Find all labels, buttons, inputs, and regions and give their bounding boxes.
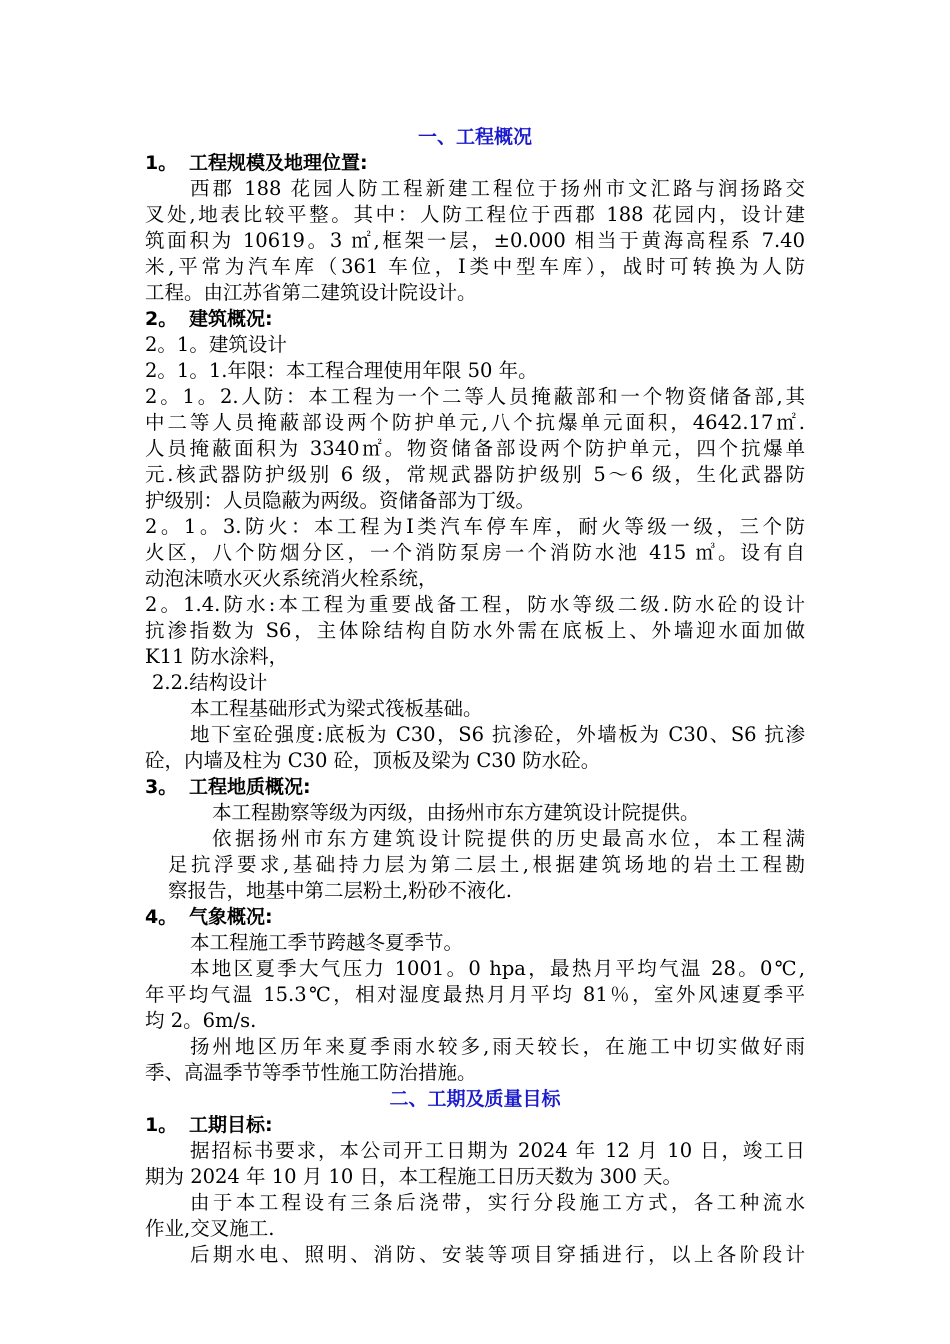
paragraph-line: 2.2.结构设计 xyxy=(152,671,268,694)
paragraph-line: 2。1。2.人防：本工程为一个二等人员掩蔽部和一个物资储备部,其 xyxy=(145,385,805,408)
paragraph-line: 本地区夏季大气压力 1001。0 hpa，最热月平均气温 28。0℃, xyxy=(190,957,805,980)
paragraph-line: 地下室砼强度:底板为 C30，S6 抗渗砼，外墙板为 C30、S6 抗渗 xyxy=(190,723,805,746)
heading-number: 1。 xyxy=(145,152,178,174)
heading-building-overview xyxy=(145,306,805,332)
paragraph-line: 依据扬州市东方建筑设计院提供的历史最高水位，本工程满 xyxy=(212,827,805,850)
paragraph-line: 2。1。建筑设计 xyxy=(145,333,287,356)
paragraph-line: 年平均气温 15.3℃，相对湿度最热月月平均 81％，室外风速夏季平 xyxy=(145,983,805,1006)
paragraph-line: 米,平常为汽车库（361 车位，Ⅰ类中型车库），战时可转换为人防 xyxy=(145,255,805,278)
paragraph-line: 本工程勘察等级为丙级，由扬州市东方建筑设计院提供。 xyxy=(212,801,700,824)
heading-number: 4。 xyxy=(145,906,178,928)
heading-number: 3。 xyxy=(145,776,178,798)
paragraph-line: 动泡沫喷水灭火系统消火栓系统， xyxy=(145,567,438,590)
paragraph-line: 均 2。6m/s. xyxy=(145,1009,257,1032)
paragraph-line: 护级别：人员隐蔽为两级。资储备部为丁级。 xyxy=(145,489,536,512)
paragraph-line: 叉处,地表比较平整。其中：人防工程位于西郡 188 花园内，设计建 xyxy=(145,203,805,226)
heading-text: 工程规模及地理位置: xyxy=(189,152,368,174)
paragraph-line: 人员掩蔽面积为 3340㎡。物资储备部设两个防护单元，四个抗爆单 xyxy=(145,437,805,460)
paragraph-line: 抗渗指数为 S6，主体除结构自防水外需在底板上、外墙迎水面加做 xyxy=(145,619,805,642)
paragraph-line: K11 防水涂料， xyxy=(145,645,289,668)
heading-schedule-target xyxy=(145,1112,805,1138)
section-title-project-overview: 一、工程概况 xyxy=(417,126,532,148)
paragraph-line: 季、高温季节等季节性施工防治措施。 xyxy=(145,1061,477,1084)
paragraph-line: 元.核武器防护级别 6 级，常规武器防护级别 5～6 级，生化武器防 xyxy=(145,463,805,486)
paragraph-line: 作业,交叉施工. xyxy=(145,1217,275,1240)
paragraph-line: 本工程基础形式为梁式筏板基础。 xyxy=(190,697,483,720)
paragraph-line: 筑面积为 10619。3 ㎡,框架一层，±0.000 相当于黄海高程系 7.40 xyxy=(145,229,805,252)
heading-text: 建筑概况: xyxy=(189,308,273,330)
paragraph-line: 足抗浮要求,基础持力层为第二层土,根据建筑场地的岩土工程勘 xyxy=(168,853,805,876)
paragraph-line: 由于本工程设有三条后浇带，实行分段施工方式，各工种流水 xyxy=(190,1191,805,1214)
paragraph-line: 据招标书要求，本公司开工日期为 2024 年 12 月 10 日，竣工日 xyxy=(190,1139,805,1162)
paragraph-line: 西郡 188 花园人防工程新建工程位于扬州市文汇路与润扬路交 xyxy=(190,177,805,200)
paragraph-line: 工程。由江苏省第二建筑设计院设计。 xyxy=(145,281,477,304)
paragraph-line: 砼，内墙及柱为 C30 砼，顶板及梁为 C30 防水砼。 xyxy=(145,749,601,772)
paragraph-line: 中二等人员掩蔽部设两个防护单元,八个抗爆单元面积，4642.17㎡. xyxy=(145,411,805,434)
heading-scale-location xyxy=(145,150,805,176)
section-title-schedule-quality: 二、工期及质量目标 xyxy=(389,1088,561,1110)
paragraph-line: 扬州地区历年来夏季雨水较多,雨天较长，在施工中切实做好雨 xyxy=(190,1035,805,1058)
paragraph-line: 2。1。3.防火：本工程为Ⅰ类汽车停车库，耐火等级一级，三个防 xyxy=(145,515,805,538)
heading-text: 工程地质概况: xyxy=(189,776,311,798)
heading-climate-overview xyxy=(145,904,805,930)
paragraph-line: 2。1。1.年限：本工程合理使用年限 50 年。 xyxy=(145,359,538,382)
heading-text: 工期目标: xyxy=(189,1114,273,1136)
heading-geology-overview xyxy=(145,774,805,800)
paragraph-line: 本工程施工季节跨越冬夏季节。 xyxy=(190,931,464,954)
paragraph-line: 期为 2024 年 10 月 10 日，本工程施工日历天数为 300 天。 xyxy=(145,1165,683,1188)
heading-number: 1。 xyxy=(145,1114,178,1136)
paragraph-line: 火区，八个防烟分区，一个消防泵房一个消防水池 415 ㎥。设有自 xyxy=(145,541,805,564)
paragraph-line: 察报告，地基中第二层粉土,粉砂不液化. xyxy=(168,879,512,902)
paragraph-line: 2。1.4.防水:本工程为重要战备工程，防水等级二级.防水砼的设计 xyxy=(145,593,805,616)
paragraph-line: 后期水电、照明、消防、安装等项目穿插进行，以上各阶段计 xyxy=(190,1243,805,1266)
heading-text: 气象概况: xyxy=(189,906,273,928)
heading-number: 2。 xyxy=(145,308,178,330)
